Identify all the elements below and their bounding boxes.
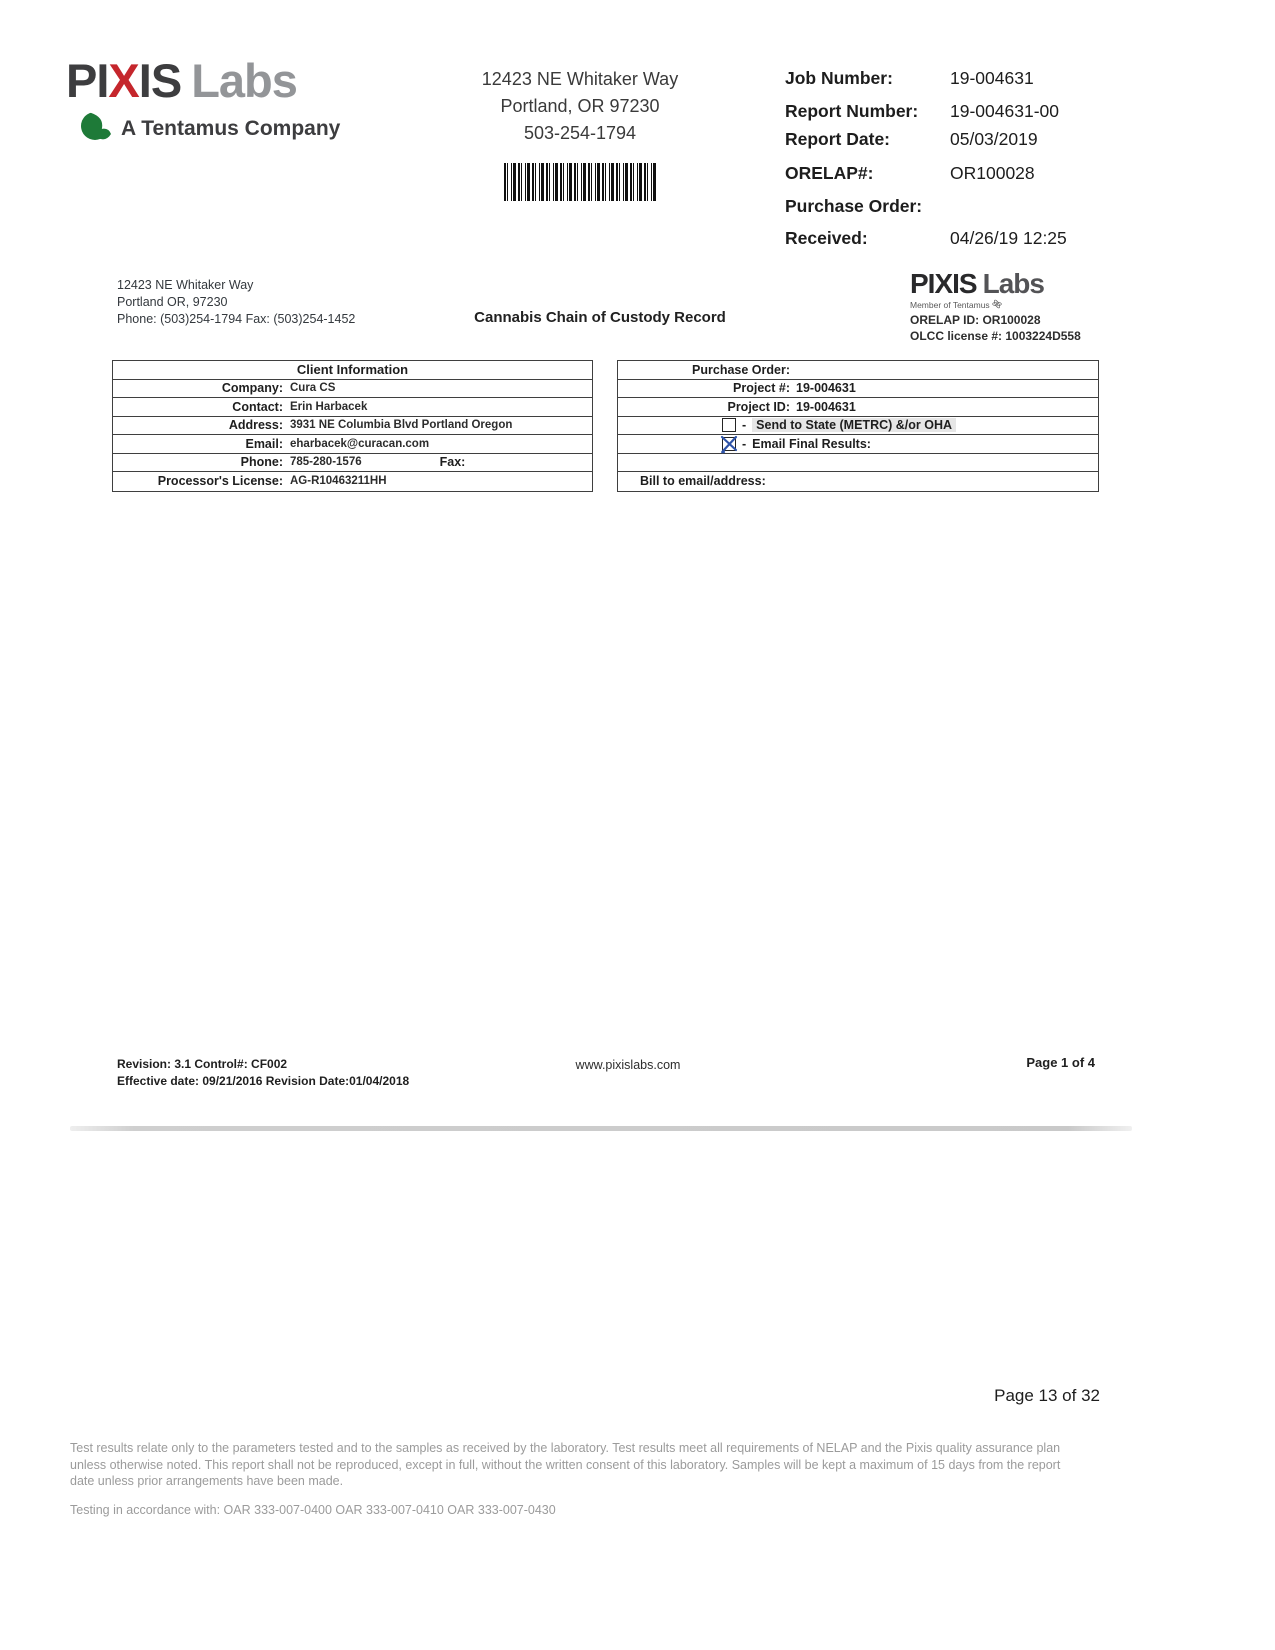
phone-value: 785-280-1576 xyxy=(290,456,362,469)
logo-text-is: IS xyxy=(138,54,182,107)
job-number-value: 19-004631 xyxy=(950,68,1034,88)
meta-row-report-date xyxy=(785,129,1067,150)
email-value: eharbacek@curacan.com xyxy=(290,437,430,450)
fax-label: Fax: xyxy=(439,455,466,470)
purchase-order-table xyxy=(617,360,1099,492)
lab-address-line3: 503-254-1794 xyxy=(523,123,637,143)
tentamus-leaf-icon xyxy=(78,108,114,149)
dash-separator: - xyxy=(742,418,747,433)
po-header-label: Purchase Order: xyxy=(692,362,790,377)
client-info-header: Client Information xyxy=(113,361,592,380)
client-information-table xyxy=(112,360,593,492)
testing-accordance-text: Testing in accordance with: OAR 333-007-0400 OAR 333-007-0410 OAR 333-007-0430 xyxy=(70,1503,556,1517)
table-row-bill-to xyxy=(618,472,1098,491)
received-value: 04/26/19 12:25 xyxy=(950,228,1067,248)
coc-footer-revision xyxy=(117,1056,409,1090)
job-number-label: Job Number: xyxy=(785,68,893,88)
logo-text-labs: Labs xyxy=(191,54,297,107)
lab-address-block xyxy=(438,66,722,201)
report-date-value: 05/03/2019 xyxy=(950,129,1038,149)
table-row-empty xyxy=(618,454,1098,473)
table-row-contact xyxy=(113,398,592,417)
coc-footer-website: www.pixislabs.com xyxy=(575,1058,681,1072)
table-row-address xyxy=(113,417,592,436)
coc-address-line2: Portland OR, 97230 xyxy=(117,295,228,309)
coc-logo-pixis: PIXIS xyxy=(910,268,977,299)
lab-address-line1: 12423 NE Whitaker Way xyxy=(481,69,679,89)
meta-row-report-number xyxy=(785,101,1067,122)
send-to-state-label: Send to State (METRC) &/or OHA xyxy=(752,418,956,432)
lab-address-line2: Portland, OR 97230 xyxy=(500,96,660,116)
meta-row-purchase-order xyxy=(785,196,1067,217)
scanned-page-edge xyxy=(70,1126,1132,1131)
company-value: Cura CS xyxy=(290,382,336,395)
revision-line: Revision: 3.1 Control#: CF002 xyxy=(117,1057,288,1071)
table-row-email-final-results xyxy=(618,435,1098,454)
report-meta-block xyxy=(785,68,1067,249)
coc-pixis-logo xyxy=(910,270,1081,298)
purchase-order-header-row xyxy=(618,361,1098,380)
report-date-label: Report Date: xyxy=(785,129,891,149)
orelap-value: OR100028 xyxy=(950,163,1035,183)
table-row-processor-license xyxy=(113,472,592,491)
email-final-results-label: Email Final Results: xyxy=(752,436,871,451)
meta-row-received xyxy=(785,228,1067,249)
table-row-project-number xyxy=(618,380,1098,399)
report-number-value: 19-004631-00 xyxy=(950,101,1059,121)
member-of-tentamus xyxy=(910,299,1081,311)
contact-label: Contact: xyxy=(232,399,283,414)
table-row-email xyxy=(113,435,592,454)
address-label: Address: xyxy=(228,418,283,433)
send-to-state-checkbox xyxy=(722,418,736,432)
coc-footer-page: Page 1 of 4 xyxy=(1026,1055,1095,1070)
pixis-labs-logo xyxy=(66,56,340,149)
project-number-value: 19-004631 xyxy=(796,381,856,396)
coc-logo-labs: Labs xyxy=(982,268,1044,299)
company-label: Company: xyxy=(221,381,283,396)
bill-to-label: Bill to email/address: xyxy=(640,474,766,489)
barcode xyxy=(504,163,656,201)
processor-license-label: Processor's License: xyxy=(157,474,283,489)
coc-address-line3: Phone: (503)254-1794 Fax: (503)254-1452 xyxy=(117,312,356,326)
purchase-order-label: Purchase Order: xyxy=(785,196,923,216)
address-value: 3931 NE Columbia Blvd Portland Oregon xyxy=(290,419,513,432)
report-number-label: Report Number: xyxy=(785,101,919,121)
project-id-label: Project ID: xyxy=(727,399,790,414)
member-text: Member of Tentamus xyxy=(910,299,990,310)
meta-row-job-number xyxy=(785,68,1067,89)
table-row-phone-fax xyxy=(113,454,592,473)
meta-row-orelap xyxy=(785,163,1067,184)
coc-address-line1: 12423 NE Whitaker Way xyxy=(117,278,254,292)
coc-olcc-license: OLCC license #: 1003224D558 xyxy=(910,328,1081,343)
coc-title: Cannabis Chain of Custody Record xyxy=(474,309,726,326)
phone-label: Phone: xyxy=(240,455,283,470)
project-id-value: 19-004631 xyxy=(796,399,856,414)
table-row-project-id xyxy=(618,398,1098,417)
effective-date-line: Effective date: 09/21/2016 Revision Date:01/04/2018 xyxy=(117,1074,410,1088)
orelap-label: ORELAP#: xyxy=(785,163,874,183)
table-row-send-to-state xyxy=(618,417,1098,436)
tentamus-atom-icon xyxy=(992,299,1002,311)
coc-orelap-id: ORELAP ID: OR100028 xyxy=(910,312,1041,327)
table-row-company xyxy=(113,380,592,399)
email-final-results-checkbox-checked xyxy=(722,437,736,451)
received-label: Received: xyxy=(785,228,868,248)
logo-text-pi: PI xyxy=(66,54,109,107)
coc-lab-identity xyxy=(910,270,1081,342)
tentamus-tagline xyxy=(66,108,340,149)
coc-lab-address xyxy=(117,277,355,328)
contact-value: Erin Harbacek xyxy=(290,400,368,413)
tagline-text: A Tentamus Company xyxy=(121,116,341,140)
email-label: Email: xyxy=(245,436,283,451)
logo-text-x: X xyxy=(108,54,139,107)
pixis-labs-wordmark xyxy=(66,56,340,106)
dash-separator: - xyxy=(742,436,747,451)
disclaimer-text: Test results relate only to the parameters tested and to the samples as received by the laboratory. Test results meet all requirements of NELAP and the Pixis quality assurance plan unless otherwise noted. This report shall not be reproduced, except in full, without the written consent of this laboratory. Samples will be kept a maximum of 15 days from the report date unless prior arrangements have been made. xyxy=(70,1441,1061,1488)
report-page-number: Page 13 of 32 xyxy=(994,1386,1100,1405)
project-number-label: Project #: xyxy=(733,381,790,396)
processor-license-value: AG-R10463211HH xyxy=(290,475,387,488)
